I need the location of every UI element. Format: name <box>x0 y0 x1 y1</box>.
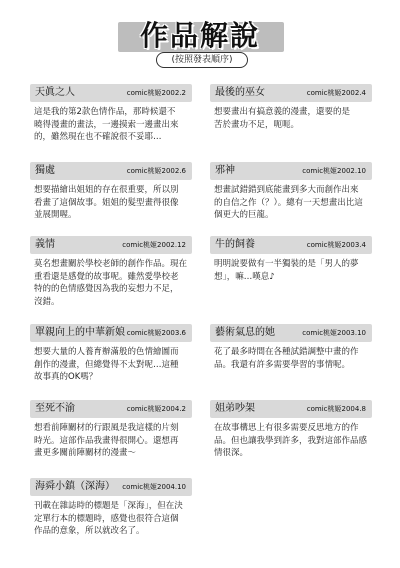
work-entry-header <box>30 84 192 102</box>
work-entry-header <box>30 400 192 418</box>
work-description: 想要描繪出姐姐的存在很重要，所以別 看畫了這個故事。姐姐的髮型畫得很像 並展開喔。 <box>34 185 179 220</box>
work-description: 在故事構思上有很多需要反思地方的作 品。但也讓我學到許多，我對這部作品感 情很深。 <box>214 423 368 458</box>
work-entry-header <box>30 478 192 496</box>
work-entry <box>30 162 192 232</box>
work-entry <box>210 400 372 470</box>
work-title: 藝術氣息的她 <box>215 327 275 338</box>
work-title: 姐弟吵架 <box>215 403 255 414</box>
work-publication: comic桃姬2002.12 <box>122 241 186 249</box>
work-title: 牛的飼養 <box>215 239 255 250</box>
work-entry <box>30 478 192 548</box>
work-entry-header <box>210 162 372 180</box>
work-title: 邪神 <box>215 165 235 176</box>
work-publication: comic桃姬2003.6 <box>126 329 186 337</box>
work-publication: comic桃姬2004.2 <box>126 405 186 413</box>
work-description: 刊載在雜誌時的標題是「深海」，但在決 定單行本的標題時，感覺也很符合這個 作品的意象，所以就改名了。 <box>34 501 183 536</box>
work-description: 花了最多時間在各種試錯調整中畫的作 品。我還有許多需要學習的事情呢。 <box>214 347 359 370</box>
work-publication: comic桃姬2002.10 <box>302 167 366 175</box>
work-entry <box>30 84 192 154</box>
work-title: 單親向上的中華新娘 <box>35 327 125 338</box>
work-publication: comic桃姬2003.4 <box>306 241 366 249</box>
work-entry <box>210 84 372 154</box>
work-description: 想要畫出有搞意義的漫畫，還要的是 苦於畫功不足，呃呃。 <box>214 107 351 130</box>
work-publication: comic桃姬2004.8 <box>306 405 366 413</box>
header <box>0 0 400 72</box>
work-entry <box>30 400 192 470</box>
work-title: 海舜小鎮（深海） <box>35 481 115 492</box>
work-publication: comic桃姬2004.10 <box>122 483 186 491</box>
work-entry-header <box>210 400 372 418</box>
work-entry-header <box>30 236 192 254</box>
work-entry-header <box>210 324 372 342</box>
work-description: 這是我的第2款色情作品，那時候還不 曉得漫畫的畫法，一邊摸索一邊畫出來 的，雖然現在也不確說很不妥耶… <box>34 107 179 142</box>
work-title: 義情 <box>35 239 55 250</box>
work-entry <box>210 236 372 306</box>
page-subtitle: (按照發表順序) <box>156 52 248 68</box>
work-entry-header <box>30 162 192 180</box>
work-entry-header <box>30 324 192 342</box>
work-description: 想畫試錯錯到底能畫到多大而創作出來 的自信之作（？）。總有一天想畫出比這 個更大的巨龍。 <box>214 185 363 220</box>
work-entry-header <box>210 84 372 102</box>
work-description: 明明說要做有一半獨裝的是「男人的夢 想」，嘛…嘆息♪ <box>214 259 359 282</box>
work-publication: comic桃姬2002.4 <box>306 89 366 97</box>
work-description: 莫名想畫關於學校老師的創作作品。現在 重看還是感覺的故事呢。雖然愛學校老 特的的色情感覺因為我的妄想力不足， 沒錯。 <box>34 259 188 307</box>
work-entry <box>30 236 192 320</box>
work-entry-header <box>210 236 372 254</box>
work-description: 想要大量的人養育辦滿般的色情繪圖而 創作的漫畫，但總覺得不太對呢…這種 故事真的OK嗎？ <box>34 347 179 382</box>
work-publication: comic桃姬2002.6 <box>126 167 186 175</box>
work-title: 最後的巫女 <box>215 87 265 98</box>
work-title: 獨處 <box>35 165 55 176</box>
work-publication: comic桃姬2003.10 <box>302 329 366 337</box>
page-title: 作品解說 <box>139 19 260 52</box>
work-publication: comic桃姬2002.2 <box>126 89 186 97</box>
work-title: 至死不渝 <box>35 403 75 414</box>
work-entry <box>210 324 372 394</box>
work-entry <box>30 324 192 394</box>
work-description: 想看前陣關材的行跟風是我這樣的片刻 時光。這部作品我畫得很開心。還想再 畫更多關前陣關材的漫畫～ <box>34 423 179 458</box>
work-entry <box>210 162 372 232</box>
work-title: 天眞之人 <box>35 87 75 98</box>
